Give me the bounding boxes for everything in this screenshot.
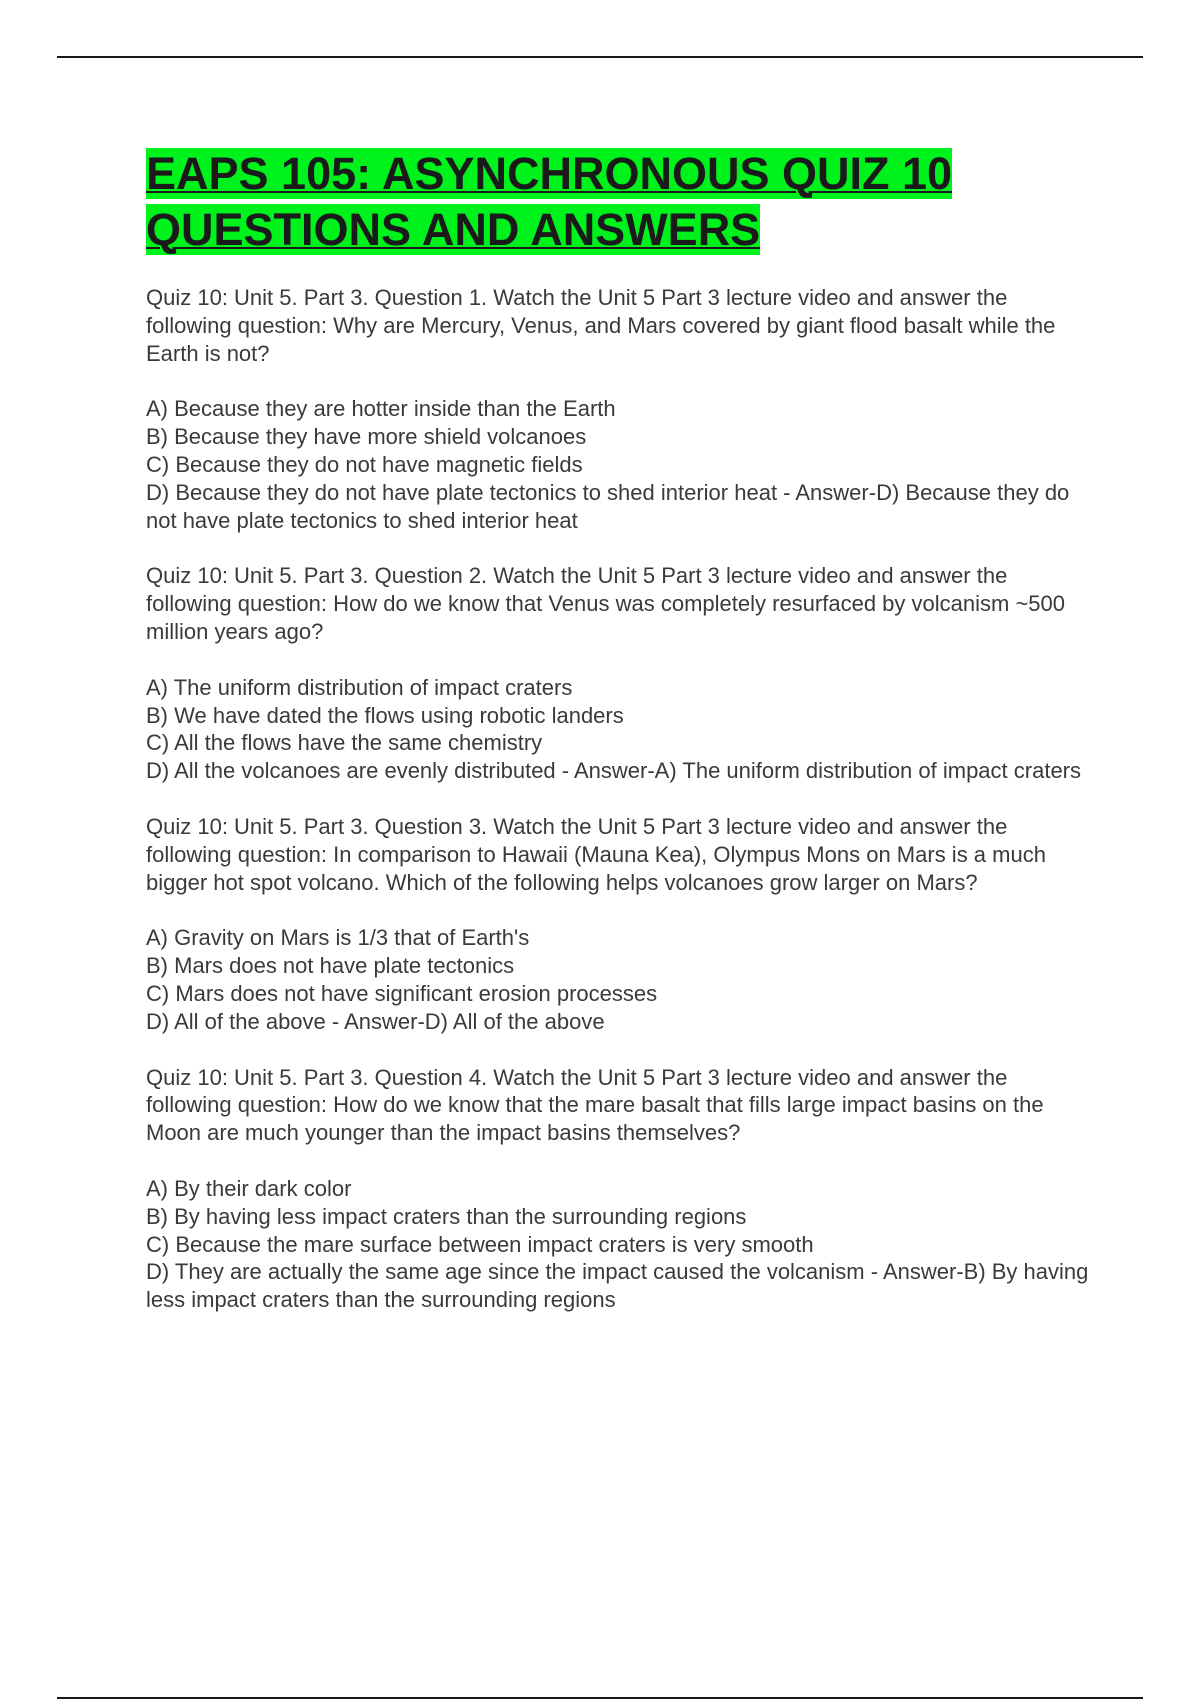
option-b: B) Because they have more shield volcanoes xyxy=(146,424,587,450)
document-title xyxy=(146,146,1096,258)
option-a: A) The uniform distribution of impact craters xyxy=(146,674,573,700)
option-b: B) Mars does not have plate tectonics xyxy=(146,953,515,979)
question-block-2 xyxy=(146,562,1096,785)
question-prompt: Quiz 10: Unit 5. Part 3. Question 3. Watch the Unit 5 Part 3 lecture video and answer the following question: In comparison to Hawaii (Mauna Kea), Olympus Mons on Mars is a much bigger hot spot volcano. Which of the following helps volcanoes grow larger on Mars? xyxy=(146,813,1046,895)
option-a: A) Gravity on Mars is 1/3 that of Earth's xyxy=(146,925,530,951)
answer-options xyxy=(146,1175,1096,1314)
question-block-1 xyxy=(146,284,1096,534)
answer-options xyxy=(146,395,1096,534)
question-block-4 xyxy=(146,1064,1096,1314)
question-block-3 xyxy=(146,813,1096,1036)
option-d: D) Because they do not have plate tectonics to shed interior heat - Answer-D) Because they do not have plate tectonics to shed interior heat xyxy=(146,479,1070,533)
option-c: C) Because the mare surface between impact craters is very smooth xyxy=(146,1231,814,1257)
option-c: C) Mars does not have significant erosion processes xyxy=(146,980,658,1006)
option-c: C) All the flows have the same chemistry xyxy=(146,730,543,756)
question-prompt: Quiz 10: Unit 5. Part 3. Question 4. Watch the Unit 5 Part 3 lecture video and answer the following question: How do we know that the mare basalt that fills large impact basins on the Moon are much younger than the impact basins themselves? xyxy=(146,1064,1044,1146)
title-line-1: EAPS 105: ASYNCHRONOUS QUIZ 10 xyxy=(146,148,953,199)
answer-options xyxy=(146,674,1096,785)
option-d: D) All of the above - Answer-D) All of the above xyxy=(146,1008,605,1034)
question-prompt: Quiz 10: Unit 5. Part 3. Question 1. Watch the Unit 5 Part 3 lecture video and answer the following question: Why are Mercury, Venus, and Mars covered by giant flood basalt while the Earth is not? xyxy=(146,285,1056,366)
option-d: D) All the volcanoes are evenly distributed - Answer-A) The uniform distribution of impact craters xyxy=(146,758,1081,784)
title-line-2: QUESTIONS AND ANSWERS xyxy=(146,204,761,255)
option-d: D) They are actually the same age since the impact caused the volcanism - Answer-B) By having less impact craters than the surrounding regions xyxy=(146,1259,1089,1313)
document-body xyxy=(146,146,1096,1342)
top-rule xyxy=(57,56,1143,58)
bottom-rule xyxy=(57,1697,1143,1699)
option-b: B) By having less impact craters than the surrounding regions xyxy=(146,1203,747,1229)
answer-options xyxy=(146,924,1096,1035)
option-c: C) Because they do not have magnetic fields xyxy=(146,451,583,477)
option-b: B) We have dated the flows using robotic landers xyxy=(146,702,624,728)
option-a: A) Because they are hotter inside than the Earth xyxy=(146,396,616,422)
option-a: A) By their dark color xyxy=(146,1175,352,1201)
question-prompt: Quiz 10: Unit 5. Part 3. Question 2. Watch the Unit 5 Part 3 lecture video and answer the following question: How do we know that Venus was completely resurfaced by volcanism ~500 million years ago? xyxy=(146,563,1065,644)
